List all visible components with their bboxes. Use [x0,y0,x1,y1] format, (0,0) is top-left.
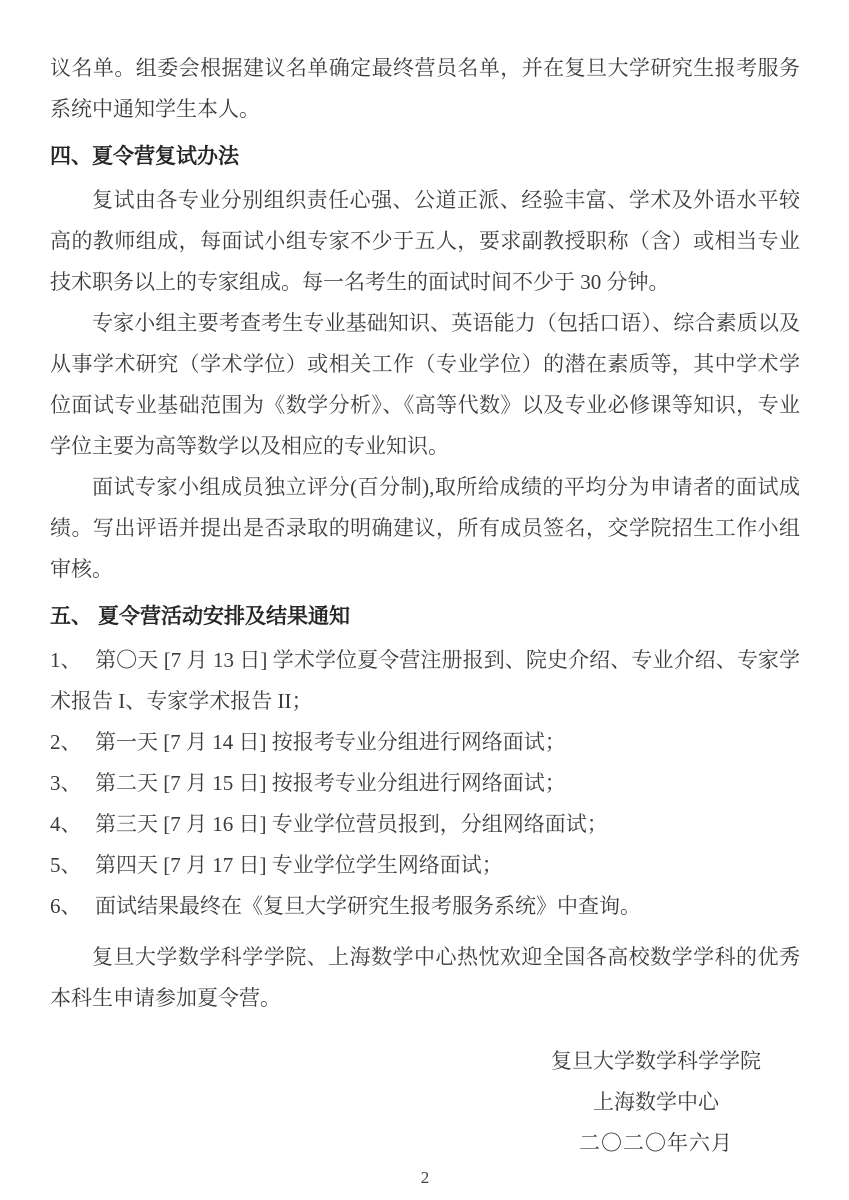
signature-line-center: 上海数学中心 [593,1090,719,1114]
list-item [50,804,800,845]
signature-line-date: 二〇二〇年六月 [579,1131,733,1155]
section-5-heading [50,596,800,637]
page-number: 2 [420,1168,430,1187]
list-item [50,722,800,763]
item-number: 2、 [50,730,82,754]
list-item [50,640,800,722]
section-5-heading-number: 五、 [50,604,92,628]
item-text: 面试结果最终在《复旦大学研究生报考服务系统》中查询。 [95,894,641,918]
item-text: 第四天 [7 月 17 日] 专业学位学生网络面试； [95,853,503,877]
item-number: 5、 [50,853,82,877]
item-number: 6、 [50,894,82,918]
closing-paragraph: 复旦大学数学科学学院、上海数学中心热忱欢迎全国各高校数学学科的优秀本科生申请参加夏令营。 [50,945,800,1010]
list-item [50,763,800,804]
item-number: 1、 [50,648,82,672]
item-number: 4、 [50,812,82,836]
section-4-heading: 四、夏令营复试办法 [50,144,239,168]
signature-block [550,1041,762,1164]
section-4-paragraph-1: 复试由各专业分别组织责任心强、公道正派、经验丰富、学术及外语水平较高的教师组成，每面试小组专家不少于五人，要求副教授职称（含）或相当专业技术职务以上的专家组成。每一名考生的面试时间不少于 30 分钟。 [50,188,800,294]
item-text: 第三天 [7 月 16 日] 专业学位营员报到，分组网络面试； [95,812,608,836]
list-item [50,886,800,927]
section-4-paragraph-3: 面试专家小组成员独立评分(百分制),取所给成绩的平均分为申请者的面试成绩。写出评语并提出是否录取的明确建议，所有成员签名，交学院招生工作小组审核。 [50,475,800,581]
item-text: 第一天 [7 月 14 日] 按报考专业分组进行网络面试； [95,730,566,754]
item-text: 第〇天 [7 月 13 日] 学术学位夏令营注册报到、院史介绍、专业介绍、专家学术报告 I、专家学术报告 II； [50,648,800,713]
item-number: 3、 [50,771,82,795]
section-4-paragraph-2: 专家小组主要考查考生专业基础知识、英语能力（包括口语）、综合素质以及从事学术研究（学术学位）或相关工作（专业学位）的潜在素质等，其中学术学位面试专业基础范围为《数学分析》、《高等代数》以及专业必修课等知识，专业学位主要为高等数学以及相应的专业知识。 [50,311,800,458]
continuation-paragraph: 议名单。组委会根据建议名单确定最终营员名单，并在复旦大学研究生报考服务系统中通知学生本人。 [50,56,800,121]
item-text: 第二天 [7 月 15 日] 按报考专业分组进行网络面试； [95,771,566,795]
signature-line-institution: 复旦大学数学科学学院 [551,1049,761,1073]
list-item [50,845,800,886]
section-5-heading-text: 夏令营活动安排及结果通知 [98,604,350,628]
